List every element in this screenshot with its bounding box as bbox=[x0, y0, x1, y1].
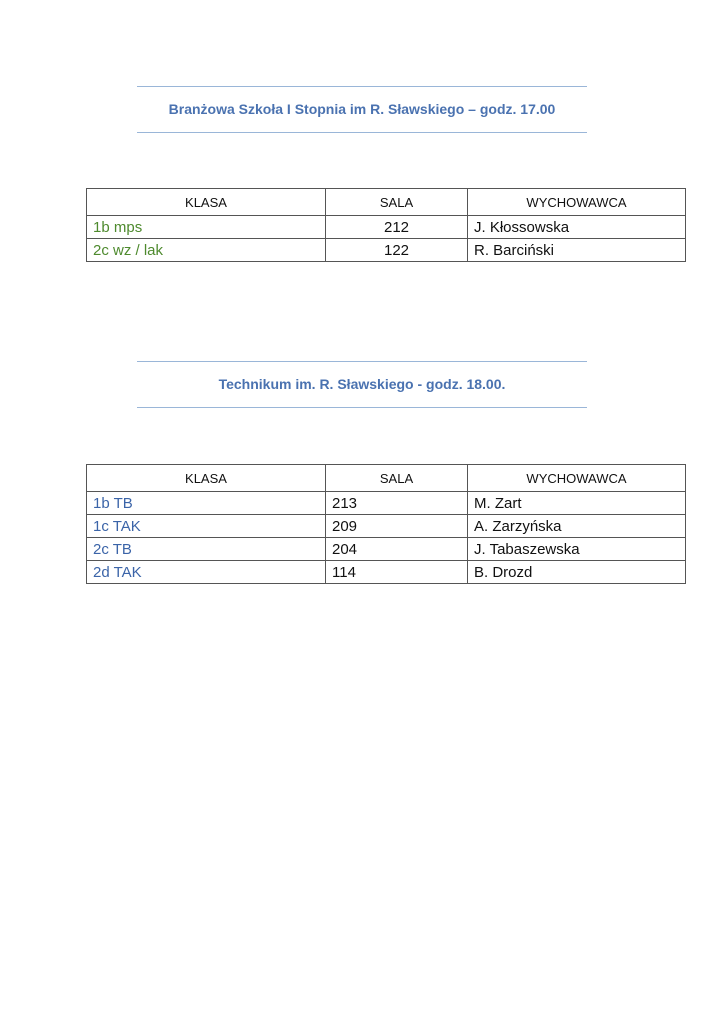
cell-sala: 122 bbox=[326, 239, 468, 262]
cell-wychowawca: J. Tabaszewska bbox=[468, 538, 686, 561]
header-klasa: KLASA bbox=[87, 465, 326, 492]
cell-klasa: 2c wz / lak bbox=[87, 239, 326, 262]
cell-klasa: 1b mps bbox=[87, 216, 326, 239]
schedule-table-branzowa bbox=[86, 188, 686, 262]
header-sala: SALA bbox=[326, 465, 468, 492]
header-klasa: KLASA bbox=[87, 189, 326, 216]
cell-wychowawca: J. Kłossowska bbox=[468, 216, 686, 239]
cell-klasa: 2d TAK bbox=[87, 561, 326, 584]
table-header-row bbox=[87, 189, 686, 216]
cell-klasa: 2c TB bbox=[87, 538, 326, 561]
table-header-row bbox=[87, 465, 686, 492]
section-title-technikum: Technikum im. R. Sławskiego - godz. 18.00. bbox=[137, 361, 587, 408]
cell-wychowawca: B. Drozd bbox=[468, 561, 686, 584]
table-row bbox=[87, 216, 686, 239]
table-row bbox=[87, 538, 686, 561]
table-row bbox=[87, 239, 686, 262]
schedule-table-technikum bbox=[86, 464, 686, 584]
cell-sala: 204 bbox=[326, 538, 468, 561]
cell-wychowawca: M. Zart bbox=[468, 492, 686, 515]
cell-wychowawca: R. Barciński bbox=[468, 239, 686, 262]
cell-sala: 213 bbox=[326, 492, 468, 515]
cell-klasa: 1c TAK bbox=[87, 515, 326, 538]
table-row bbox=[87, 561, 686, 584]
header-wychowawca: WYCHOWAWCA bbox=[468, 189, 686, 216]
cell-sala: 114 bbox=[326, 561, 468, 584]
cell-sala: 212 bbox=[326, 216, 468, 239]
section-title-branzowa: Branżowa Szkoła I Stopnia im R. Sławskiego – godz. 17.00 bbox=[137, 86, 587, 133]
header-sala: SALA bbox=[326, 189, 468, 216]
cell-wychowawca: A. Zarzyńska bbox=[468, 515, 686, 538]
table-row bbox=[87, 515, 686, 538]
table-row bbox=[87, 492, 686, 515]
header-wychowawca: WYCHOWAWCA bbox=[468, 465, 686, 492]
cell-klasa: 1b TB bbox=[87, 492, 326, 515]
cell-sala: 209 bbox=[326, 515, 468, 538]
